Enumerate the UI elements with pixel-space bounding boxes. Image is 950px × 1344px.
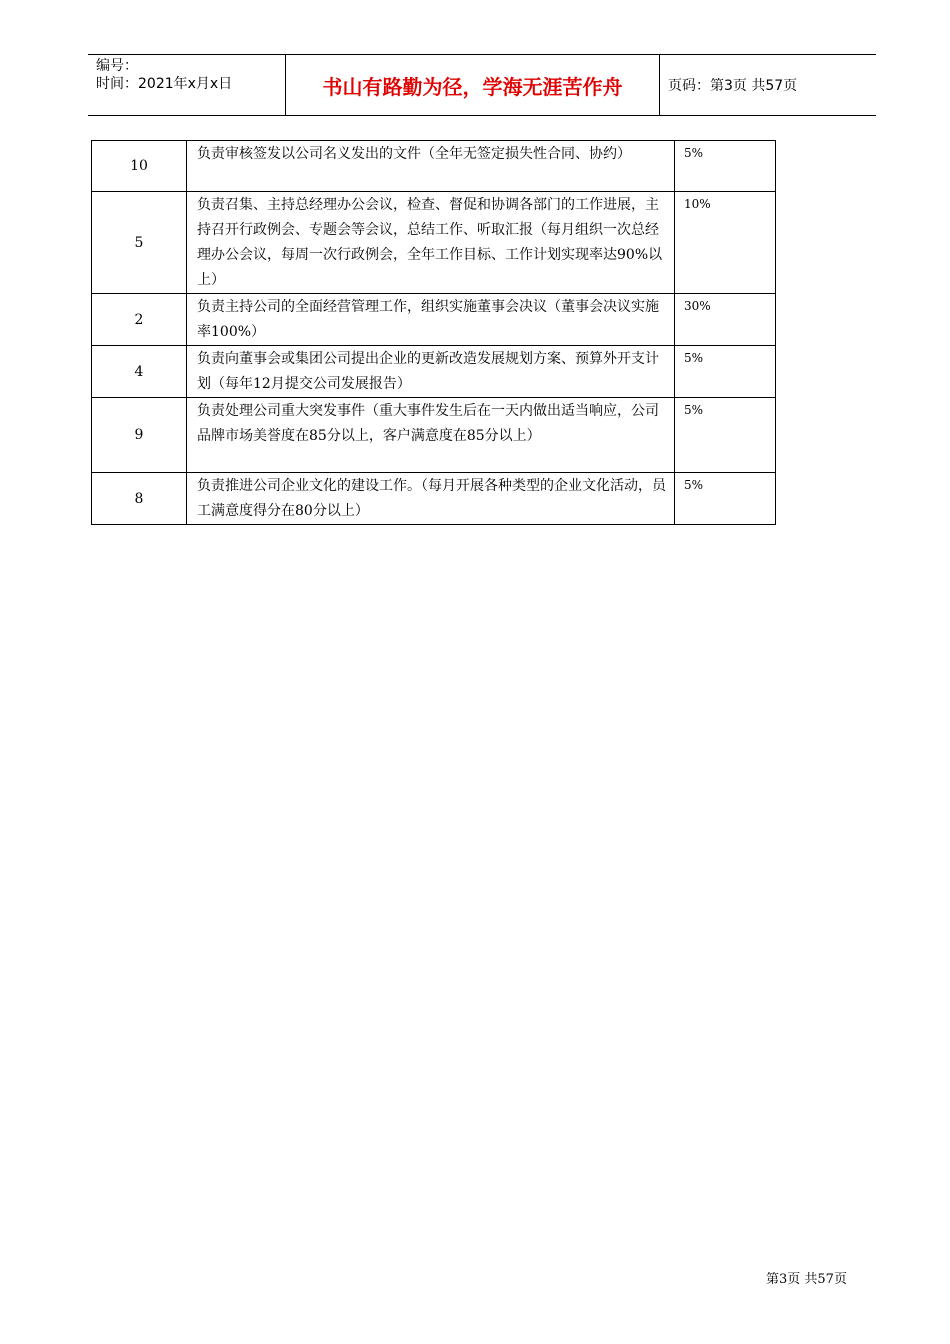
row-weight: 5% bbox=[675, 346, 776, 398]
document-number-label: 编号： bbox=[96, 58, 138, 74]
row-number: 4 bbox=[92, 346, 187, 398]
row-number: 9 bbox=[92, 398, 187, 473]
table-row bbox=[92, 346, 776, 398]
row-weight: 5% bbox=[675, 141, 776, 192]
row-description: 负责主持公司的全面经营管理工作，组织实施董事会决议（董事会决议实施率100%） bbox=[187, 294, 675, 346]
row-weight: 10% bbox=[675, 192, 776, 294]
page-header bbox=[88, 54, 876, 116]
row-description: 负责推进公司企业文化的建设工作。（每月开展各种类型的企业文化活动，员工满意度得分在80分以上） bbox=[187, 473, 675, 525]
document-time-label: 时间：2021年x月x日 bbox=[96, 76, 233, 92]
table-row bbox=[92, 141, 776, 192]
row-weight: 5% bbox=[675, 473, 776, 525]
row-description: 负责审核签发以公司名义发出的文件（全年无签定损失性合同、协约） bbox=[187, 141, 675, 192]
header-page-number: 页码：第3页 共57页 bbox=[668, 78, 798, 94]
row-description: 负责向董事会或集团公司提出企业的更新改造发展规划方案、预算外开支计划（每年12月提交公司发展报告） bbox=[187, 346, 675, 398]
page-footer: 第3页 共57页 bbox=[766, 1272, 847, 1287]
row-number: 5 bbox=[92, 192, 187, 294]
table-row bbox=[92, 294, 776, 346]
row-number: 10 bbox=[92, 141, 187, 192]
duties-table bbox=[91, 140, 776, 525]
header-motto: 书山有路勤为径，学海无涯苦作舟 bbox=[322, 74, 623, 99]
row-description: 负责处理公司重大突发事件（重大事件发生后在一天内做出适当响应，公司品牌市场美誉度在85分以上，客户满意度在85分以上） bbox=[187, 398, 675, 473]
table-row bbox=[92, 473, 776, 525]
row-number: 2 bbox=[92, 294, 187, 346]
table-row bbox=[92, 398, 776, 473]
header-divider bbox=[659, 55, 660, 115]
header-meta bbox=[96, 57, 286, 93]
table-row bbox=[92, 192, 776, 294]
row-weight: 30% bbox=[675, 294, 776, 346]
row-weight: 5% bbox=[675, 398, 776, 473]
row-number: 8 bbox=[92, 473, 187, 525]
row-description: 负责召集、主持总经理办公会议，检查、督促和协调各部门的工作进展，主持召开行政例会、专题会等会议，总结工作、听取汇报（每月组织一次总经理办公会议，每周一次行政例会，全年工作目标、工作计划实现率达90%以上） bbox=[187, 192, 675, 294]
